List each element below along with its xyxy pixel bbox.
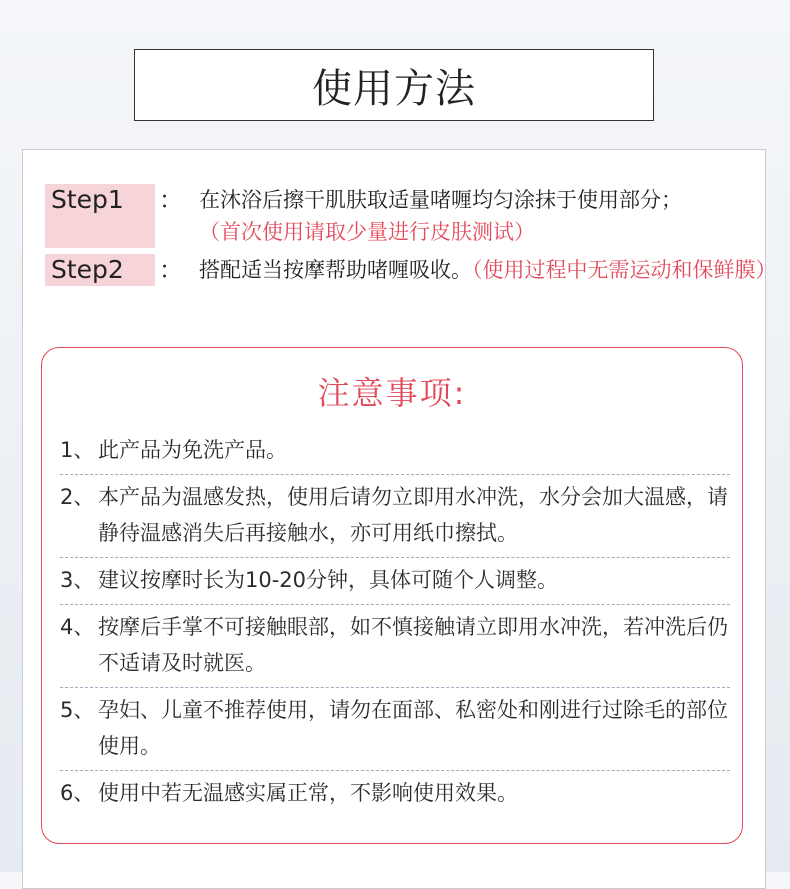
list-item: [60, 688, 730, 771]
notice-list: [60, 428, 730, 817]
title-box: [134, 49, 654, 121]
item-number: 2、: [60, 485, 95, 509]
list-item: [60, 605, 730, 688]
step-1: [45, 184, 779, 248]
page-title: 使用方法: [312, 65, 476, 112]
item-text: 建议按摩时长为10-20分钟，具体可随个人调整。: [98, 568, 559, 592]
step-1-tag: Step1: [45, 184, 155, 248]
list-item: [60, 558, 730, 605]
item-text: 此产品为免洗产品。: [98, 438, 287, 462]
list-item: [60, 771, 730, 817]
step-1-text: [199, 184, 779, 248]
item-text: 按摩后手掌不可接触眼部，如不慎接触请立即用水冲洗，若冲洗后仍不适请及时就医。: [98, 615, 728, 675]
item-number: 6、: [60, 781, 95, 805]
content-panel: [22, 149, 777, 889]
item-number: 3、: [60, 568, 95, 592]
list-item: [60, 475, 730, 558]
step-1-instruction: 在沐浴后擦干肌肤取适量啫喱均匀涂抹于使用部分；: [199, 188, 682, 212]
notice-title: 注意事项:: [317, 374, 467, 412]
item-number: 4、: [60, 615, 95, 639]
step-2: [45, 254, 779, 286]
item-text: 本产品为温感发热，使用后请勿立即用水冲洗，水分会加大温感，请静待温感消失后再接触水，亦可用纸巾擦拭。: [98, 485, 728, 545]
list-item: [60, 428, 730, 475]
item-number: 5、: [60, 698, 95, 722]
notice-box: [41, 347, 743, 844]
step-2-colon: ：: [159, 256, 183, 284]
step-2-text: [199, 254, 779, 286]
step-1-note: （首次使用请取少量进行皮肤测试）: [199, 220, 535, 244]
step-1-colon: ：: [159, 186, 183, 214]
step-2-note: （使用过程中无需运动和保鲜膜）: [472, 258, 777, 282]
item-text: 使用中若无温感实属正常，不影响使用效果。: [98, 781, 518, 805]
item-number: 1、: [60, 438, 95, 462]
item-text: 孕妇、儿童不推荐使用，请勿在面部、私密处和刚进行过除毛的部位使用。: [98, 698, 728, 758]
step-2-instruction: 搭配适当按摩帮助啫喱吸收。: [199, 258, 472, 282]
step-2-tag: Step2: [45, 254, 155, 286]
